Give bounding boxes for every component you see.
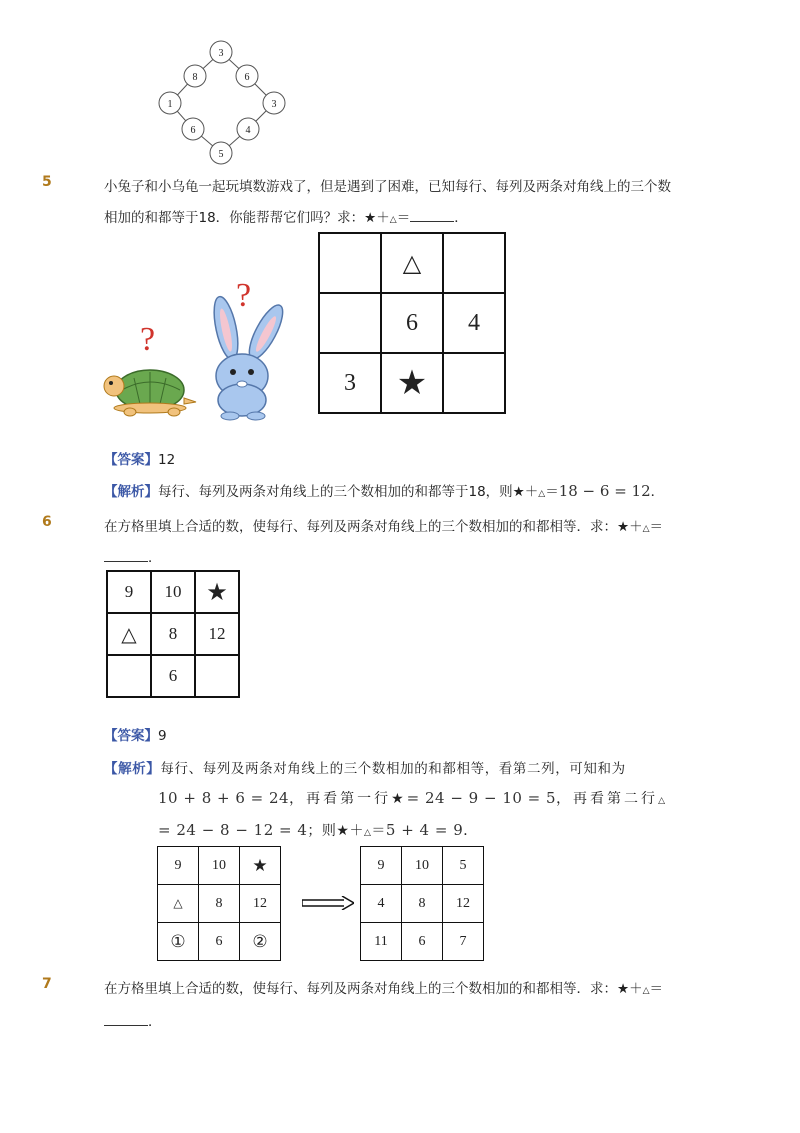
grid-cell: 8 [199, 885, 240, 923]
grid-cell [319, 233, 381, 293]
grid-cell: 12 [195, 613, 239, 655]
question-text: 小兔子和小乌龟一起玩填数游戏了，但是遇到了困难，已知每行、每列及两条对角线上的三个数 [104, 179, 671, 195]
grid-cell: 5 [443, 847, 484, 885]
grid-cell: 6 [151, 655, 195, 697]
grid-before [157, 846, 281, 961]
grid-cell: 11 [361, 923, 402, 961]
analysis-math: = 24 − 9 − 10 = 5 [406, 789, 557, 807]
answer-blank-line [104, 546, 162, 566]
grid-cell: 7 [443, 923, 484, 961]
question-text [104, 206, 468, 226]
period: ． [463, 823, 478, 839]
grid-after [360, 846, 484, 961]
grid-cell [107, 655, 151, 697]
grid-cell: 4 [361, 885, 402, 923]
grid-cell: ① [158, 923, 199, 961]
grid-cell: 6 [402, 923, 443, 961]
grid-cell: 9 [158, 847, 199, 885]
analysis-line [158, 820, 478, 840]
analysis-line [104, 757, 626, 777]
analysis-text: 每行、每列及两条对角线上的三个数相加的和都相等，看第二列，可知和为 [160, 761, 626, 777]
ring-node: 4 [245, 125, 251, 136]
analysis-tag: 【解析】 [104, 761, 161, 777]
answer-blank[interactable] [410, 209, 454, 222]
question-mark-icon: ? [140, 321, 156, 358]
magic-square-grid [106, 570, 240, 698]
ring-node: 6 [244, 72, 250, 83]
grid-cell: ② [240, 923, 281, 961]
analysis-text: ，再看第二行 [556, 791, 659, 807]
triangle-icon: △ [642, 524, 650, 534]
analysis-tag: 【解析】 [104, 484, 158, 500]
period: ． [650, 484, 665, 500]
triangle-icon: △ [642, 986, 650, 996]
grid-cell [443, 233, 505, 293]
grid-cell: 3 [319, 353, 381, 413]
grid-cell [443, 353, 505, 413]
question-text [104, 515, 663, 535]
analysis-text: ，再看第一行★ [289, 791, 407, 807]
ring-node: 3 [218, 48, 224, 59]
analysis-text: ；则★＋ [307, 823, 364, 839]
period: ． [454, 210, 468, 226]
answer-line [104, 724, 167, 744]
period: ． [148, 1014, 162, 1030]
question-text-prefix: 在方格里填上合适的数，使每行、每列及两条对角线上的三个数相加的和都相等．求：★＋ [104, 519, 643, 535]
answer-tag: 【答案】 [104, 452, 158, 468]
number-ring-figure [150, 38, 290, 168]
equals-sign: ＝ [649, 981, 664, 997]
analysis-math: = 24 − 8 − 12 = 4 [158, 821, 308, 839]
question-number: 5 [42, 174, 52, 190]
question-text [104, 977, 663, 997]
equals-sign: ＝ [649, 519, 664, 535]
grid-cell: 10 [199, 847, 240, 885]
ring-node: 1 [167, 99, 173, 110]
double-arrow-icon [302, 896, 354, 910]
answer-line [104, 448, 175, 468]
star-icon: ★ [381, 353, 443, 413]
question-number: 6 [42, 514, 52, 530]
ring-node: 6 [190, 125, 196, 136]
question-mark-icon: ? [236, 277, 252, 314]
analysis-math: 10 + 8 + 6 = 24 [158, 789, 290, 807]
star-icon: ★ [240, 847, 281, 885]
answer-blank-line [104, 1010, 162, 1030]
triangle-icon: △ [389, 215, 397, 225]
analysis-line [104, 480, 664, 500]
answer-value: 12 [158, 452, 176, 468]
answer-blank[interactable] [104, 549, 148, 562]
grid-cell: 4 [443, 293, 505, 353]
turtle-illustration [100, 318, 200, 418]
analysis-math: 5 + 4 = 9 [385, 821, 464, 839]
triangle-icon: △ [158, 885, 199, 923]
star-icon: ★ [195, 571, 239, 613]
period: ． [148, 550, 162, 566]
triangle-icon: △ [658, 796, 666, 806]
question-text-prefix: 在方格里填上合适的数，使每行、每列及两条对角线上的三个数相加的和都相等．求：★＋ [104, 981, 643, 997]
grid-cell [319, 293, 381, 353]
grid-cell: 12 [443, 885, 484, 923]
triangle-icon: △ [107, 613, 151, 655]
question-text-prefix: 相加的和都等于18．你能帮帮它们吗？求：★＋ [104, 210, 390, 226]
analysis-text: 每行、每列及两条对角线上的三个数相加的和都等于18，则★＋ [158, 484, 539, 500]
triangle-icon: △ [363, 828, 372, 838]
analysis-line [158, 788, 665, 808]
equals-sign: ＝ [545, 484, 559, 500]
ring-node: 3 [271, 99, 277, 110]
ring-node: 5 [218, 149, 224, 160]
grid-cell [195, 655, 239, 697]
triangle-icon: △ [538, 489, 546, 499]
grid-cell: 12 [240, 885, 281, 923]
grid-cell: 10 [151, 571, 195, 613]
magic-square-grid [318, 232, 506, 414]
grid-cell: 9 [361, 847, 402, 885]
grid-cell: 9 [107, 571, 151, 613]
equals-sign: ＝ [396, 210, 411, 226]
triangle-icon: △ [381, 233, 443, 293]
grid-cell: 10 [402, 847, 443, 885]
answer-tag: 【答案】 [104, 728, 158, 744]
equals-sign: ＝ [371, 823, 386, 839]
analysis-math: 18 − 6 = 12 [558, 482, 651, 500]
question-number: 7 [42, 976, 52, 992]
grid-cell: 8 [151, 613, 195, 655]
grid-cell: 6 [199, 923, 240, 961]
answer-blank[interactable] [104, 1013, 148, 1026]
ring-node: 8 [192, 72, 198, 83]
answer-value: 9 [158, 728, 167, 744]
grid-cell: 6 [381, 293, 443, 353]
grid-cell: 8 [402, 885, 443, 923]
rabbit-illustration [200, 272, 300, 422]
